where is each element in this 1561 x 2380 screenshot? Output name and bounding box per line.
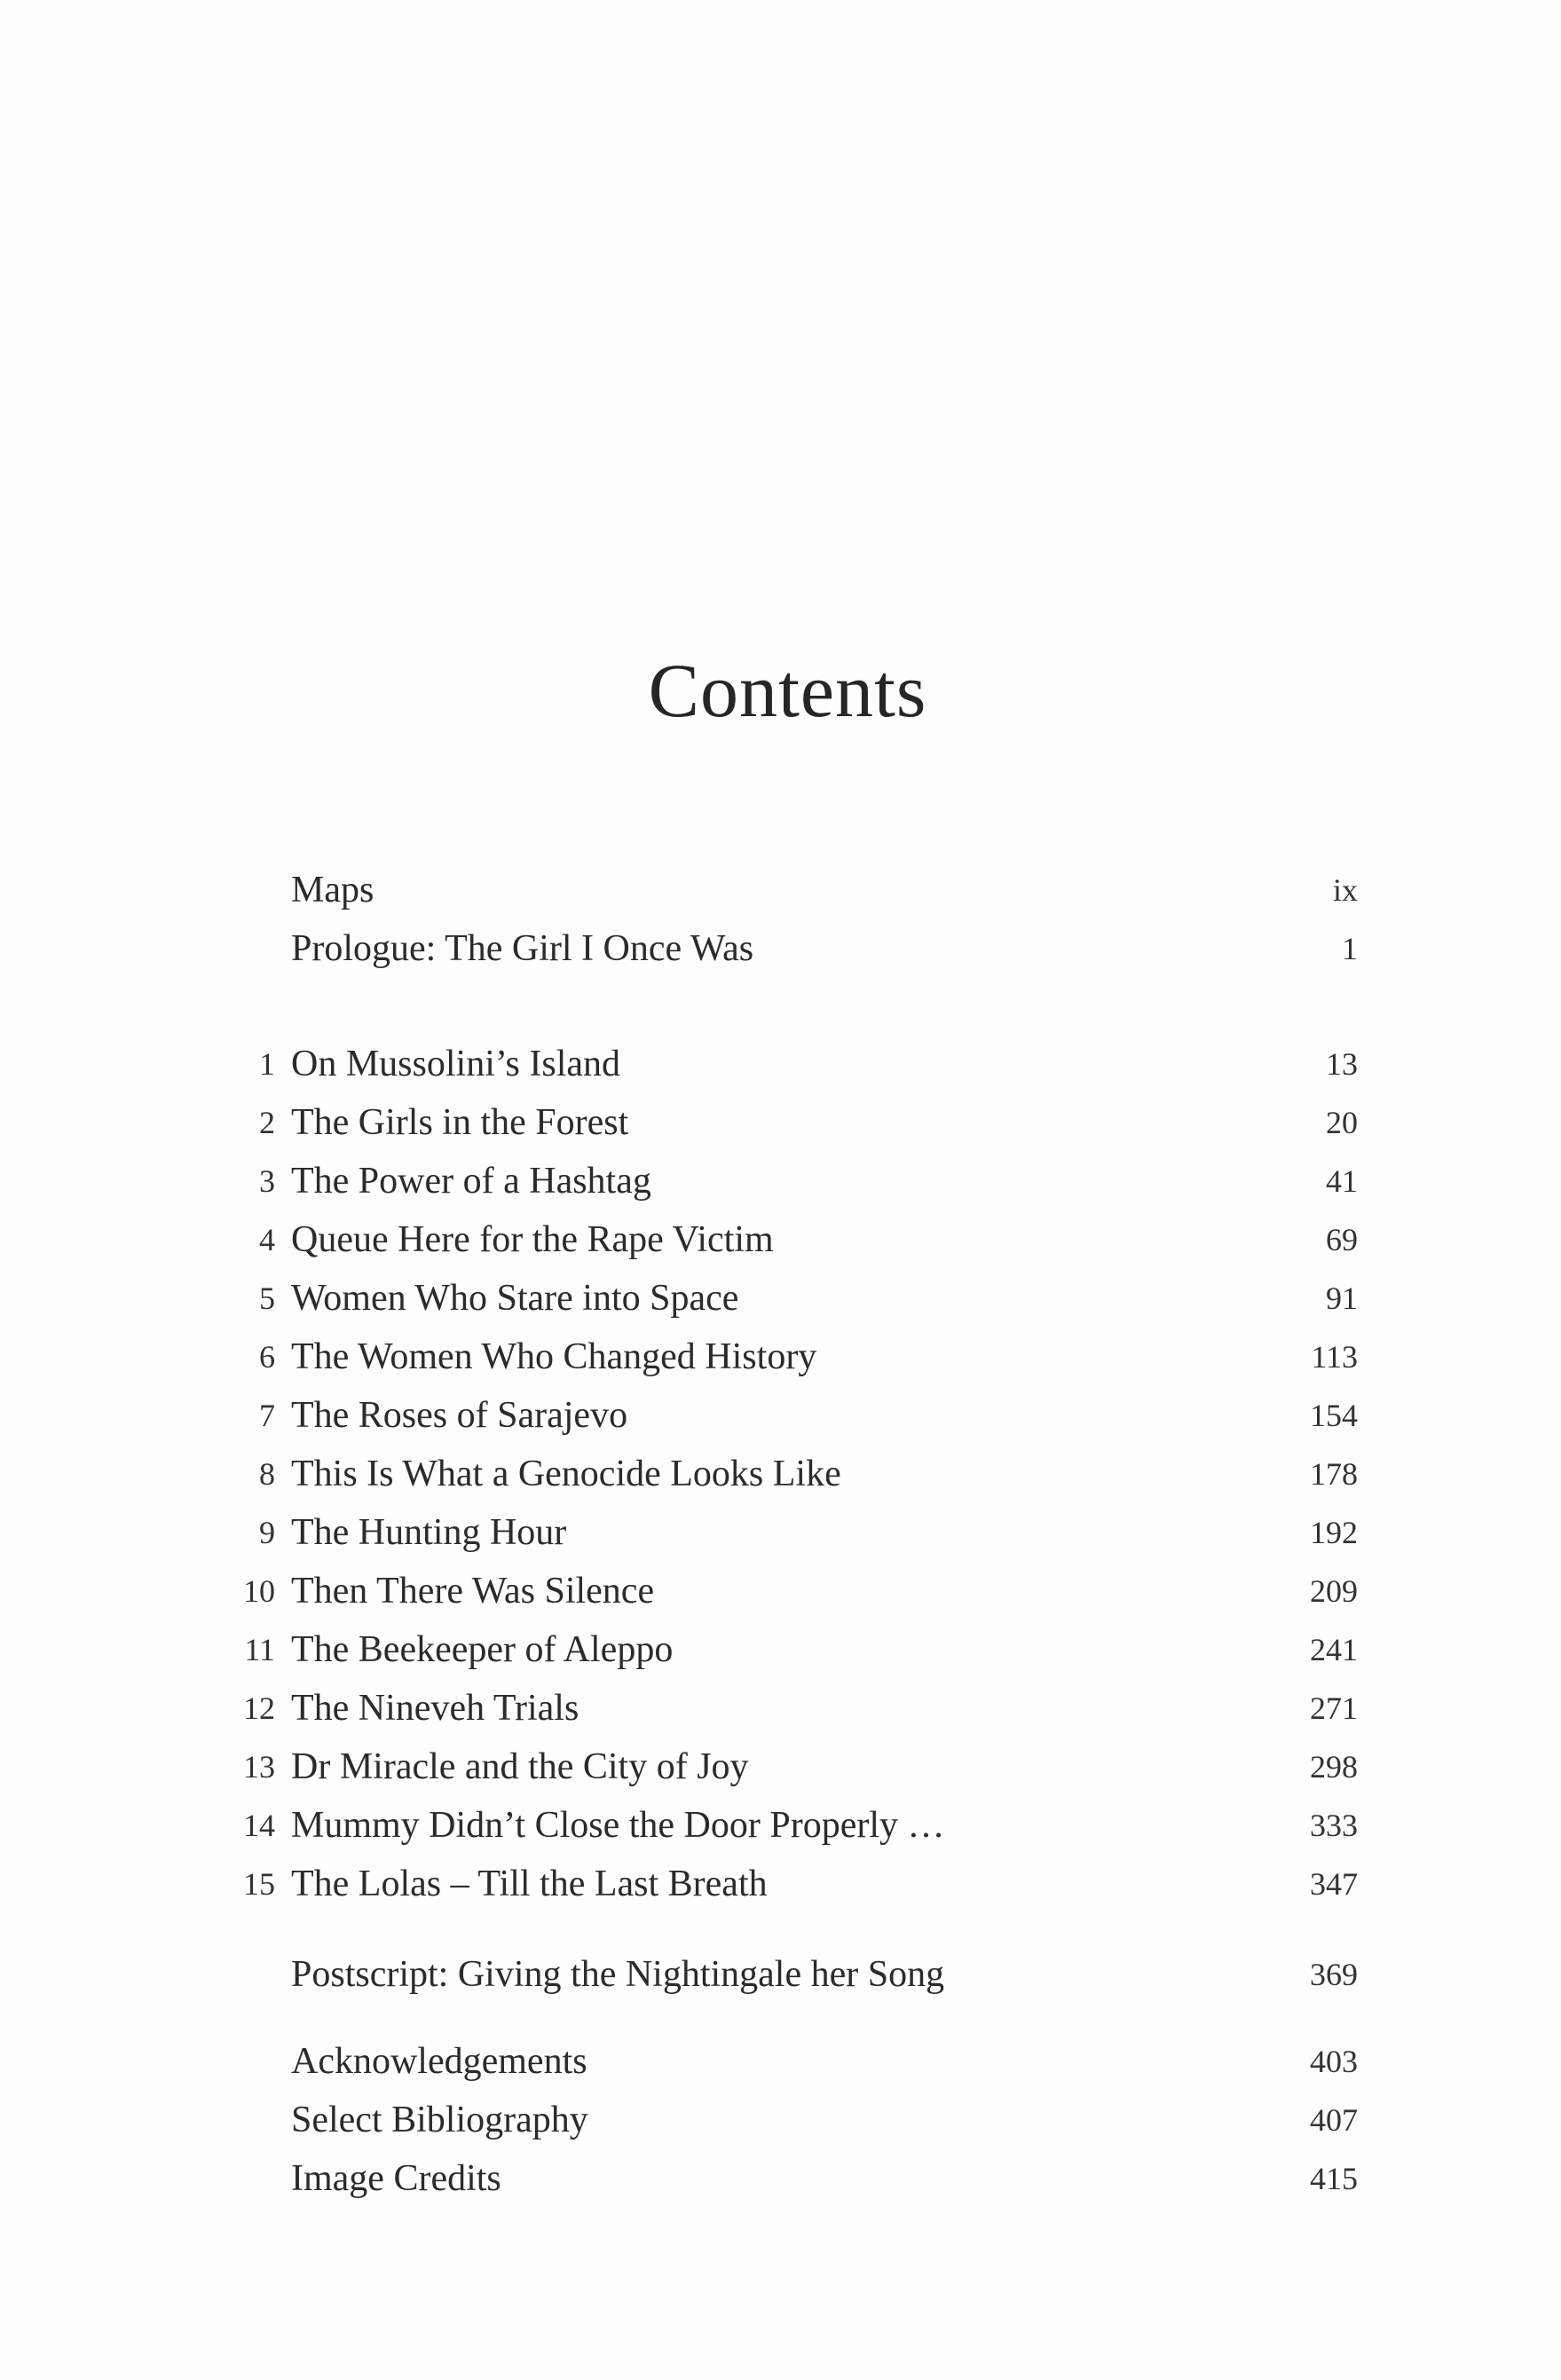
chapter-page: 13 — [1326, 1046, 1358, 1082]
chapter-number: 9 — [259, 1515, 275, 1550]
toc-entry-bibliography — [204, 2091, 1358, 2149]
chapter-title: This Is What a Genocide Looks Like — [291, 1454, 841, 1494]
toc-entry-acknowledgements — [204, 2032, 1358, 2091]
chapter-title: Dr Miracle and the City of Joy — [291, 1746, 749, 1787]
chapter-number: 1 — [259, 1046, 275, 1082]
toc-entry-page: 369 — [1310, 1957, 1358, 1992]
chapter-page: 192 — [1310, 1515, 1358, 1550]
toc-chapter-3 — [204, 1152, 1358, 1210]
chapter-number: 8 — [259, 1456, 275, 1492]
chapter-page: 113 — [1311, 1339, 1358, 1375]
chapter-title: Queue Here for the Rape Victim — [291, 1219, 774, 1260]
chapter-title: The Women Who Changed History — [291, 1336, 817, 1377]
chapter-page: 209 — [1310, 1573, 1358, 1609]
toc-entry-label: Image Credits — [291, 2158, 501, 2199]
chapter-page: 271 — [1310, 1690, 1358, 1726]
toc-entry-page: 415 — [1310, 2161, 1358, 2196]
toc-entry-prologue — [204, 919, 1358, 978]
toc-chapter-1 — [204, 1035, 1358, 1093]
chapter-title: The Beekeeper of Aleppo — [291, 1629, 674, 1670]
chapter-page: 347 — [1310, 1866, 1358, 1902]
chapter-title: The Power of a Hashtag — [291, 1161, 651, 1202]
toc-chapter-10 — [204, 1562, 1358, 1620]
toc-chapter-6 — [204, 1328, 1358, 1386]
chapter-title: The Lolas – Till the Last Breath — [291, 1864, 768, 1904]
chapter-number: 3 — [259, 1163, 275, 1199]
toc-entry-label: Select Bibliography — [291, 2100, 588, 2140]
toc-chapter-7 — [204, 1386, 1358, 1445]
chapter-number: 6 — [259, 1339, 275, 1375]
chapter-title: The Nineveh Trials — [291, 1688, 579, 1729]
toc-chapter-14 — [204, 1796, 1358, 1855]
chapter-page: 20 — [1326, 1105, 1358, 1140]
chapter-title: The Hunting Hour — [291, 1512, 567, 1553]
chapter-title: On Mussolini’s Island — [291, 1044, 621, 1084]
toc-entry-label: Prologue: The Girl I Once Was — [291, 928, 754, 969]
toc-entry-page: 1 — [1342, 931, 1358, 966]
chapter-title: Women Who Stare into Space — [291, 1278, 739, 1319]
chapter-number: 4 — [259, 1222, 275, 1257]
page-title: Contents — [648, 648, 927, 733]
chapter-number: 12 — [243, 1690, 275, 1726]
toc-chapter-4 — [204, 1210, 1358, 1269]
chapter-page: 91 — [1326, 1281, 1358, 1316]
toc-entry-label: Acknowledgements — [291, 2041, 587, 2082]
toc-entry-page: 403 — [1310, 2044, 1358, 2079]
toc-entry-image-credits — [204, 2149, 1358, 2208]
toc-chapter-5 — [204, 1269, 1358, 1328]
toc-entry-page: 407 — [1310, 2102, 1358, 2138]
toc-chapter-2 — [204, 1093, 1358, 1152]
chapter-page: 154 — [1310, 1398, 1358, 1433]
toc-chapter-13 — [204, 1738, 1358, 1796]
chapter-page: 298 — [1310, 1749, 1358, 1785]
chapter-number: 11 — [244, 1632, 275, 1667]
toc-entry-maps — [204, 861, 1358, 919]
chapter-number: 7 — [259, 1398, 275, 1433]
chapter-page: 333 — [1310, 1808, 1358, 1843]
toc-entry-page: ix — [1332, 872, 1358, 908]
table-of-contents — [204, 861, 1358, 2208]
chapter-number: 15 — [243, 1866, 275, 1902]
toc-chapter-8 — [204, 1445, 1358, 1503]
chapter-number: 5 — [259, 1281, 275, 1316]
toc-chapter-11 — [204, 1620, 1358, 1679]
chapter-title: The Roses of Sarajevo — [291, 1395, 628, 1436]
chapter-number: 2 — [259, 1105, 275, 1140]
chapter-title: Mummy Didn’t Close the Door Properly … — [291, 1805, 945, 1846]
chapter-number: 10 — [243, 1573, 275, 1609]
chapter-number: 13 — [243, 1749, 275, 1785]
chapter-page: 41 — [1326, 1163, 1358, 1199]
chapter-number: 14 — [243, 1808, 275, 1843]
toc-chapter-15 — [204, 1855, 1358, 1913]
toc-entry-label: Maps — [291, 870, 374, 910]
toc-entry-label: Postscript: Giving the Nightingale her Song — [291, 1954, 945, 1995]
chapter-page: 241 — [1310, 1632, 1358, 1667]
chapter-page: 69 — [1326, 1222, 1358, 1257]
toc-chapter-12 — [204, 1679, 1358, 1738]
chapter-title: Then There Was Silence — [291, 1571, 655, 1612]
chapter-title: The Girls in the Forest — [291, 1102, 629, 1143]
toc-chapter-9 — [204, 1503, 1358, 1562]
toc-entry-postscript — [204, 1945, 1358, 2004]
chapter-page: 178 — [1310, 1456, 1358, 1492]
